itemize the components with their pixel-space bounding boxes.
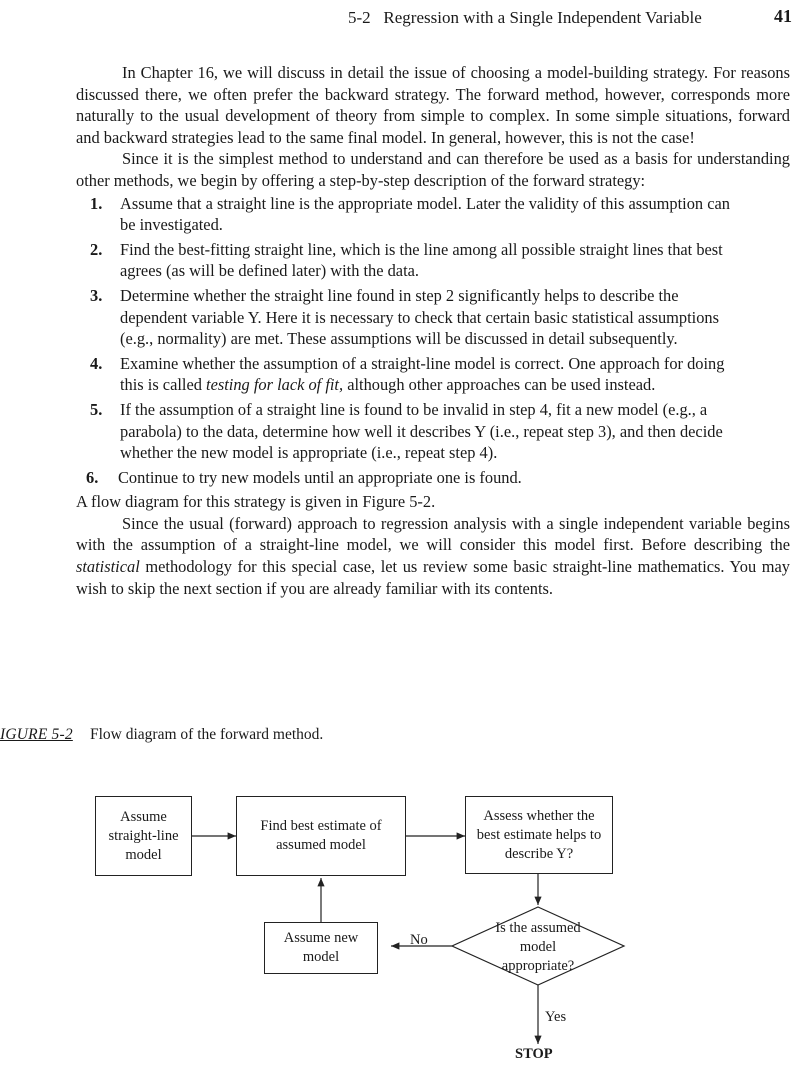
node-assume-straight-line: Assume straight-line model xyxy=(95,796,192,876)
step-text: Assume that a straight line is the appropriate model. Later the validity of this assumption can be investigated. xyxy=(120,193,730,235)
step-text: Continue to try new models until an appropriate one is found. xyxy=(118,467,522,487)
paragraph-4-italic: statistical xyxy=(76,557,140,577)
edge-label-yes: Yes xyxy=(545,1009,567,1025)
step-text: If the assumption of a straight line is found to be invalid in step 4, fit a new model (e.g., a parabola) to the data, determine how well it describes Y (i.e., repeat step 3), and then decide whether the new model is appropriate (i.e., repeat step 4). xyxy=(120,399,723,463)
step-text: Determine whether the straight line found in step 2 significantly helps to describe the dependent variable Y. Here it is necessary to check that certain basic statistical assumptions (e.g., normality) are met. These assumptions will be discussed in detail subsequently. xyxy=(120,285,719,349)
paragraph-1: In Chapter 16, we will discuss in detail the issue of choosing a model-building strategy. For reasons discussed there, we often prefer the backward strategy. The forward method, however, corresponds more naturally to the usual development of theory from simple to complex. In some simple situations, forward and backward strategies lead to the same final model. In general, however, this is not the case! xyxy=(76,63,790,147)
paragraph-2: Since it is the simplest method to understand and can therefore be used as a basis for understanding other methods, we begin by offering a step-by-step description of the forward strategy: xyxy=(76,149,790,190)
paragraph-4-start: Since the usual (forward) approach to regression analysis with a single independent variable begins with the assumption of a straight-line model, we will consider this model first. Before describing the xyxy=(76,513,790,555)
step-5 xyxy=(76,399,790,464)
section-title: 5-2 Regression with a Single Independent Variable xyxy=(348,8,702,27)
node-find-best-estimate: Find best estimate of assumed model xyxy=(236,796,406,876)
figure-label: IGURE 5-2 xyxy=(0,726,73,743)
step-3 xyxy=(76,285,790,350)
node-decision: Is the assumed model appropriate? xyxy=(495,919,581,974)
paragraph-4 xyxy=(76,513,790,599)
step-number: 2. xyxy=(90,239,103,259)
page-number: 41 xyxy=(774,6,792,26)
flow-diagram xyxy=(0,760,798,1074)
step-list xyxy=(76,193,790,489)
step-4 xyxy=(76,353,790,396)
step-text: Find the best-fitting straight line, which is the line among all possible straight lines that best agrees (as will be defined later) with the data. xyxy=(120,239,723,281)
edge-label-no: No xyxy=(410,932,428,948)
step-number: 6. xyxy=(86,467,99,487)
running-header xyxy=(0,6,798,30)
figure-caption-text: Flow diagram of the forward method. xyxy=(90,726,324,743)
main-text xyxy=(76,62,790,599)
step-number: 4. xyxy=(90,353,103,373)
step-number: 5. xyxy=(90,399,103,419)
step-6 xyxy=(76,467,790,489)
paragraph-3: A flow diagram for this strategy is given in Figure 5-2. xyxy=(76,492,436,512)
step-text-italic: testing for lack of fit, xyxy=(206,375,344,395)
step-number: 3. xyxy=(90,285,103,305)
step-text-end: although other approaches can be used instead. xyxy=(343,375,656,395)
step-text: Examine whether the assumption of a straight-line model is correct. One approach for doing this is called xyxy=(120,353,725,395)
node-assess: Assess whether the best estimate helps to describe Y? xyxy=(465,796,613,874)
node-stop: STOP xyxy=(515,1046,553,1062)
step-number: 1. xyxy=(90,193,103,213)
step-2 xyxy=(76,239,790,282)
paragraph-4-end: methodology for this special case, let us review some basic straight-line mathematics. You may wish to skip the next section if you are already familiar with its contents. xyxy=(76,557,790,598)
node-assume-new-model: Assume new model xyxy=(264,922,378,974)
step-1 xyxy=(76,193,790,236)
